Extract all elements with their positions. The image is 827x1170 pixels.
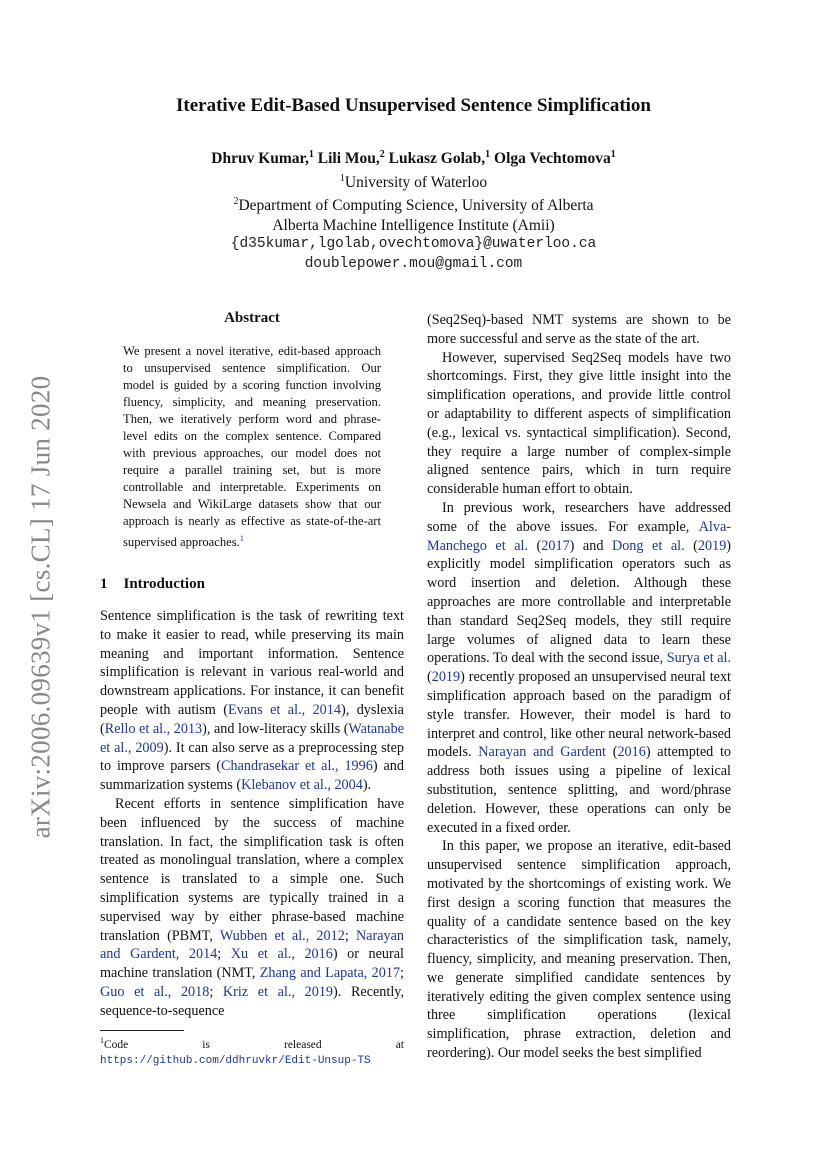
abstract-footnote-mark[interactable]: 1 (239, 534, 244, 543)
citation[interactable]: Narayan and Gardent, 2014 (100, 927, 404, 963)
abstract-body (123, 343, 381, 551)
intro-paragraph-6: In this paper, we propose an iterative, edit-based unsupervised sentence simplification approach, motivated by the shortcomings of existing work. We first design a scoring function that measures the quality of a candidate sentence based on the key characteristics of the simplification task, namely, fluency, simplicity, and meaning preservation. Then, we generate simplified candidate sentences by iteratively editing the given complex sentence using three simplification operations (lexical simplification, phrase extraction, deletion and reordering). Our model seeks the best simplified (427, 838, 731, 1062)
right-column (427, 311, 731, 1063)
intro-paragraph-1: Sentence simplification is the task of rewriting text to make it easier to read, while preserving its main meaning and important information. Sentence simplification is relevant in various real-world and downstream applications. For instance, it can benefit people with autism (Evans et al., 2014), dyslexia (Rello et al., 2013), and low-literacy skills (Watanabe et al., 2009). It can also serve as a preprocessing step to improve parsers (Chandrasekar et al., 1996) and summarization systems (Klebanov et al., 2004). (100, 608, 404, 794)
footnote-rule (100, 1030, 184, 1031)
email-line-2: doublepower.mou@gmail.com (304, 255, 523, 272)
author-block (0, 145, 827, 274)
citation[interactable]: 2017 (541, 537, 570, 554)
section-title: Introduction (123, 576, 205, 592)
section-number: 1 (100, 576, 108, 592)
abstract-heading: Abstract (224, 310, 280, 326)
author-3: Lukasz Golab, (388, 150, 486, 168)
intro-paragraph-4: However, supervised Seq2Seq models have two shortcomings. First, they give little insight into the simplification operations, and provide little control or adaptability to different aspects of simplification (e.g., lexical vs. syntactical simplification). Second, they require a large number of complex-simple aligned sentence pairs, which in turn require considerable human effort to obtain. (427, 349, 731, 498)
intro-paragraph-5: In previous work, researchers have addressed some of the above issues. For example, Alva-Manchego et al. (2017) and Dong et al. (2019) explicitly model simplification operators such as word insertion and deletion. Although these approaches are more controllable and interpretable than standard Seq2Seq models, they still require large volumes of aligned data to learn these operations. To deal with the second issue, Surya et al. (2019) recently proposed an unsupervised neural text simplification approach based on the paradigm of style transfer. However, their model is hard to interpret and control, like other neural network-based models. Narayan and Gardent (2016) attempted to address both issues using a pipeline of lexical substitution, sentence splitting, and word/phrase deletion. However, these operations can only be executed in a fixed order. (427, 499, 732, 836)
citation[interactable]: Surya et al. (666, 650, 731, 667)
email-line-1: {d35kumar,lgolab,ovechtomova}@uwaterloo.ca (230, 236, 597, 253)
citation[interactable]: Guo et al., 2018 (100, 983, 210, 1000)
citation[interactable]: Wubben et al., 2012 (219, 927, 345, 944)
citation[interactable]: Narayan and Gardent (478, 744, 606, 761)
citation[interactable]: Chandrasekar et al., 1996 (221, 758, 373, 775)
citation[interactable]: Kriz et al., 2019 (222, 983, 334, 1000)
code-url-link[interactable]: https://github.com/ddhruvkr/Edit-Unsup-TS (100, 1054, 371, 1067)
affiliation-3: Alberta Machine Intelligence Institute (Amii) (272, 216, 555, 234)
author-2: Lili Mou, (317, 150, 380, 168)
abstract-text: We present a novel iterative, edit-based approach to unsupervised sentence simplification. Our model is guided by a scoring function involving fluency, simplicity, and meaning preservation. Then, we iteratively perform word and phrase-level edits on the complex sentence. Compared with previous approaches, our model does not require a parallel training set, but is more controllable and interpretable. Experiments on Newsela and WikiLarge datasets show that our approach is nearly as effective as state-of-the-art supervised approaches. (123, 344, 381, 550)
footnote-text: Code is released at (104, 1038, 404, 1051)
affiliation-1: $^1$University of Waterloo (339, 172, 488, 191)
author-4: Olga Vechtomova (494, 150, 611, 168)
citation[interactable]: Xu et al., 2016 (230, 946, 333, 963)
arxiv-stamp-text: arXiv:2006.09639v1 [cs.CL] 17 Jun 2020 (25, 375, 56, 839)
citation[interactable]: Zhang and Lapata, 2017 (259, 965, 401, 982)
citation[interactable]: Alva-Manchego et al. (427, 518, 731, 554)
author-names: Dhruv Kumar,$^1$ Lili Mou,$^2$ Lukasz Golab,$^1$ Olga Vechtomova$^1$ (211, 149, 616, 168)
section-heading-introduction (100, 576, 205, 593)
citation[interactable]: Klebanov et al., 2004 (241, 777, 363, 794)
footnote (100, 1033, 404, 1069)
affiliation-2: $^2$Department of Computing Science, University of Alberta (233, 196, 594, 215)
left-column (100, 607, 404, 1021)
intro-paragraph-2: Recent efforts in sentence simplification have been influenced by the success of machine translation. In fact, the simplification task is often treated as monolingual translation, where a complex sentence is translated to a simple one. Such simplification systems are typically trained in a supervised way by either phrase-based machine translation (PBMT, Wubben et al., 2012; Narayan and Gardent, 2014; Xu et al., 2016) or neural machine translation (NMT, Zhang and Lapata, 2017; Guo et al., 2018; Kriz et al., 2019). Recently, sequence-to-sequence (100, 795, 404, 1019)
citation[interactable]: 2019 (431, 669, 461, 686)
arxiv-stamp (16, 370, 66, 845)
citation[interactable]: 2019 (697, 537, 727, 554)
citation[interactable]: Evans et al., 2014 (227, 701, 341, 718)
paper-title: Iterative Edit-Based Unsupervised Sentence Simplification (176, 95, 651, 116)
citation[interactable]: Watanabe et al., 2009 (100, 720, 404, 756)
citation[interactable]: Rello et al., 2013 (104, 720, 203, 737)
citation[interactable]: Dong et al. (611, 537, 685, 554)
author-1: Dhruv Kumar, (211, 150, 309, 168)
footnote-mark: 1 (100, 1036, 104, 1045)
citation[interactable]: 2016 (617, 744, 646, 761)
intro-paragraph-3: (Seq2Seq)-based NMT systems are shown to be more successful and serve as the state of the art. (427, 312, 731, 347)
